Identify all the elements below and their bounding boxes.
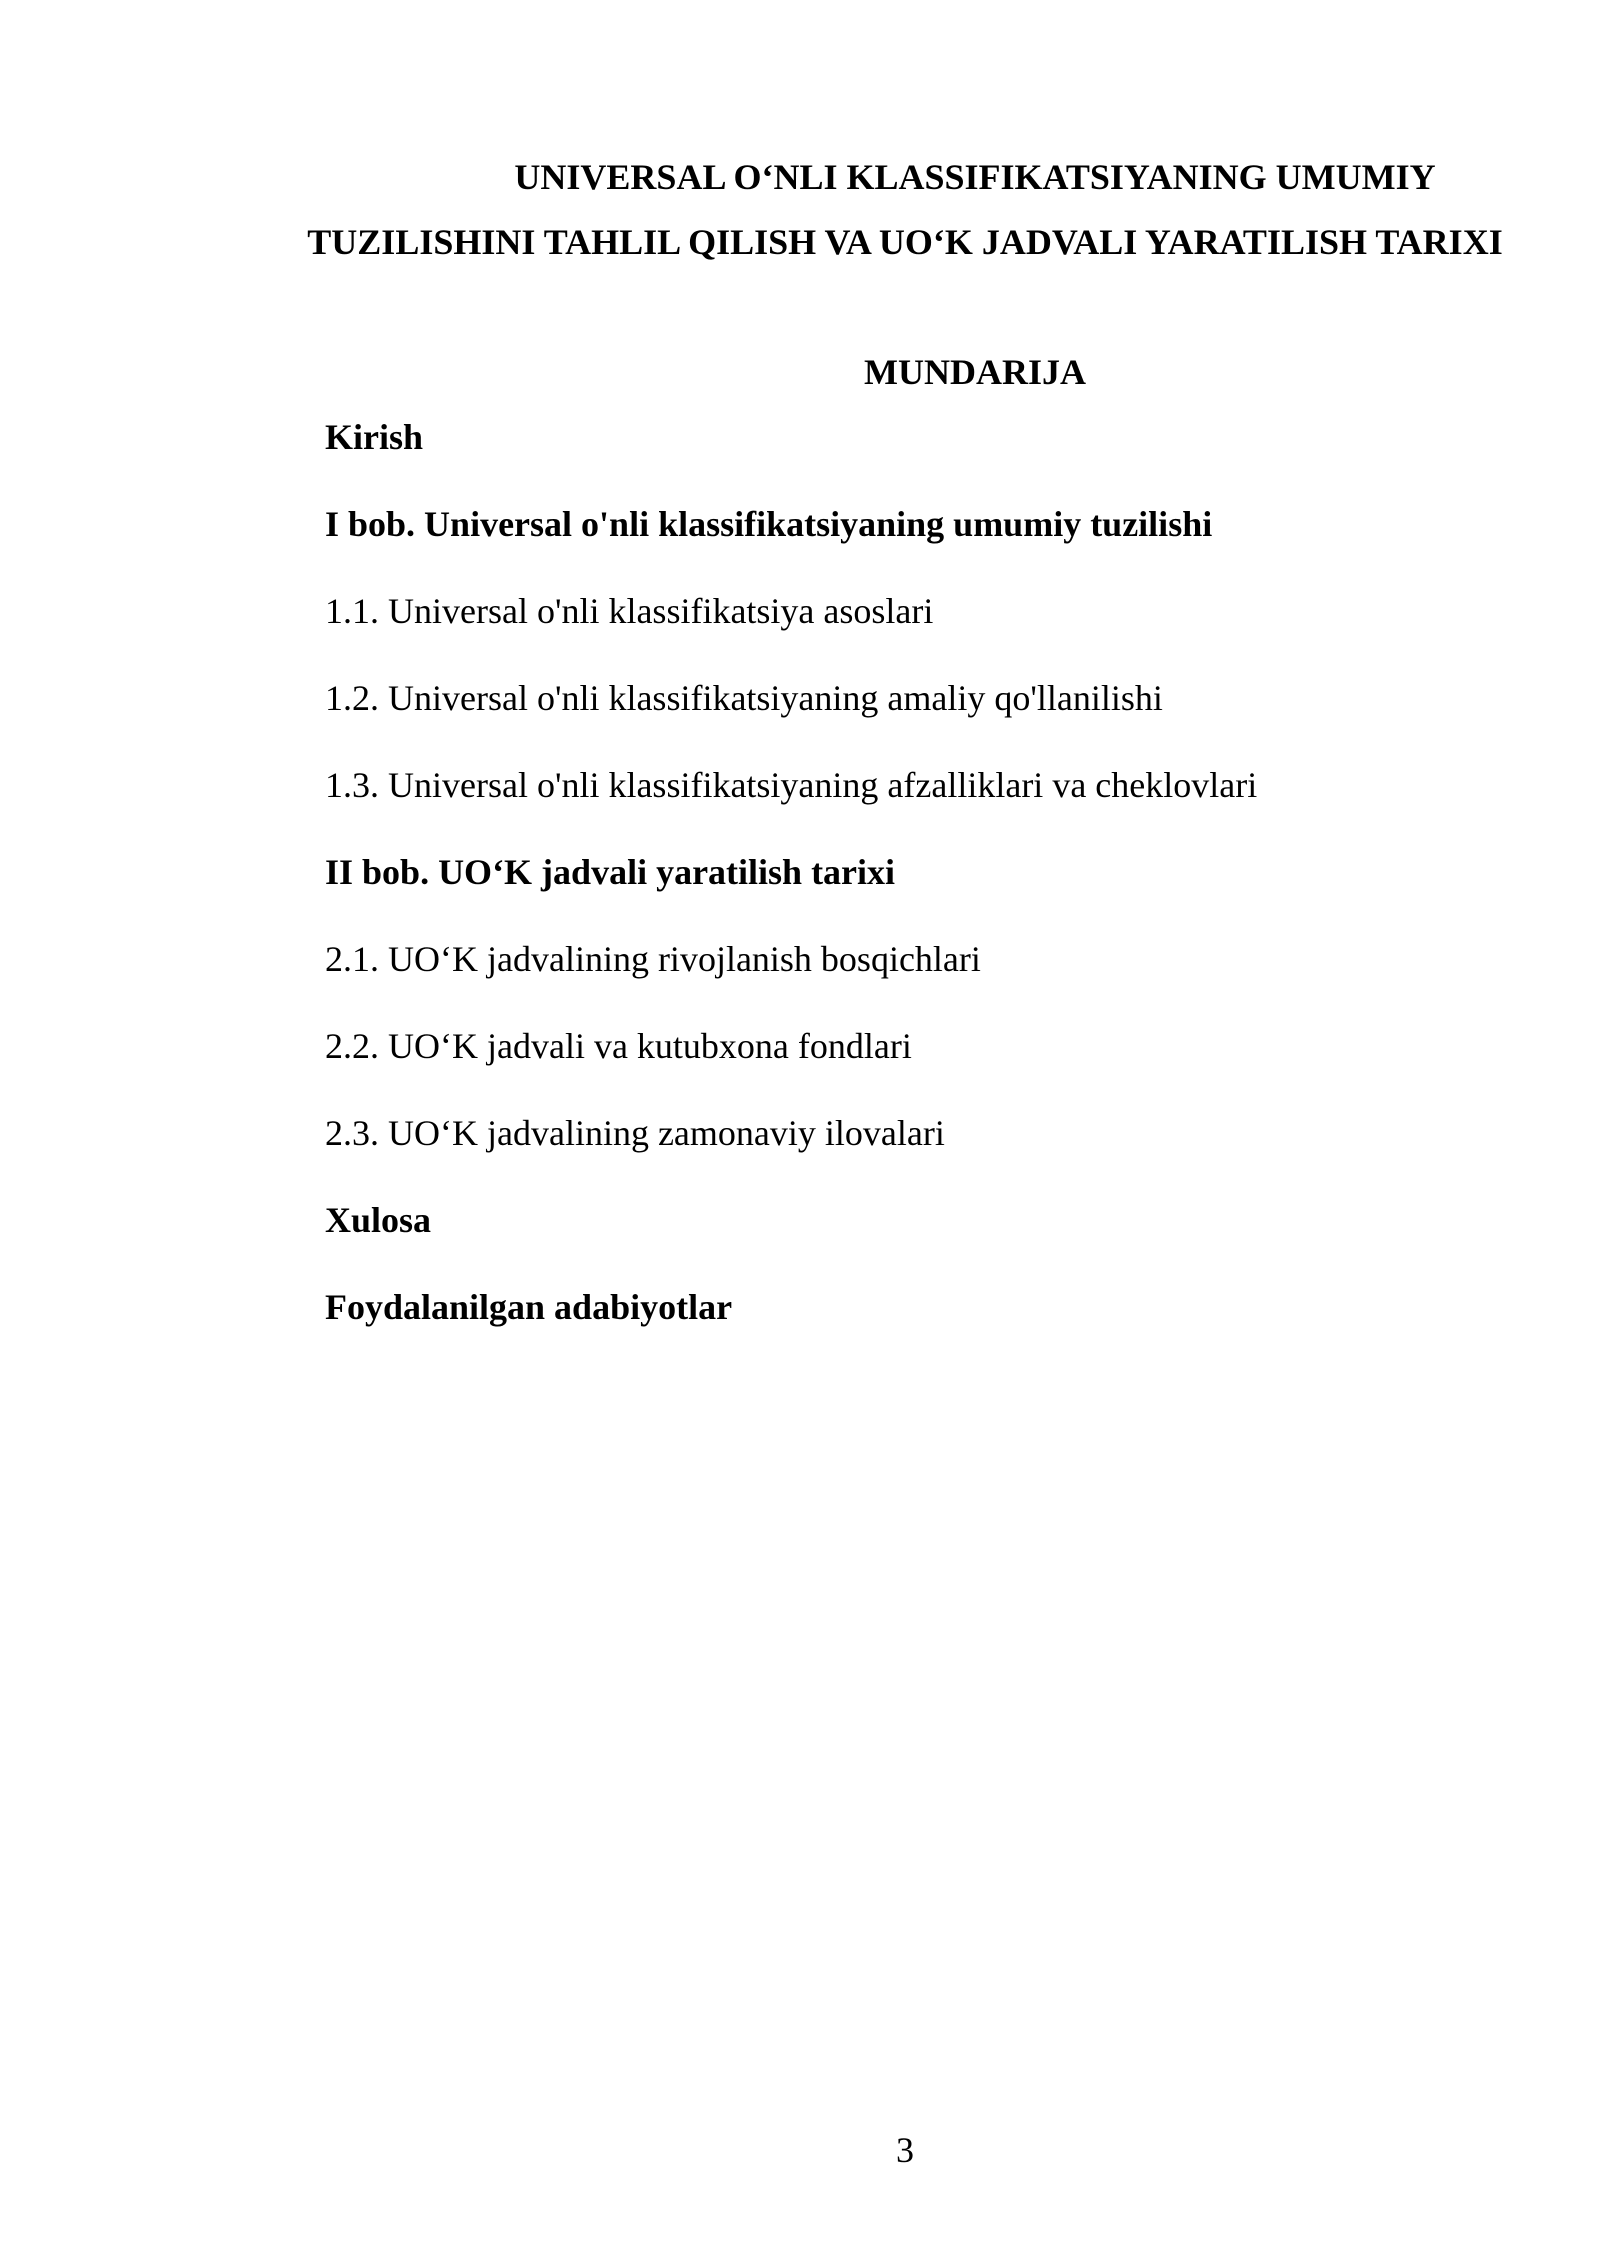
toc-item-chapter-1: I bob. Universal o'nli klassifikatsiyaning umumiy tuzilishi [325, 504, 1213, 544]
toc-item-chapter-2: II bob. UO‘K jadvali yaratilish tarixi [325, 852, 896, 892]
document-title: UNIVERSAL O‘NLI KLASSIFIKATSIYANING UMUMIY TUZILISHINI TAHLIL QILISH VA UO‘K JADVALI YARATILISH TARIXI [307, 157, 1503, 262]
toc-item-section-1-1: 1.1. Universal o'nli klassifikatsiya asoslari [325, 591, 934, 631]
toc-item-section-1-2: 1.2. Universal o'nli klassifikatsiyaning amaliy qo'llanilishi [325, 678, 1163, 718]
page-number: 3 [896, 2130, 914, 2170]
toc-item-references: Foydalanilgan adabiyotlar [325, 1287, 733, 1327]
toc-item-kirish: Kirish [325, 417, 424, 457]
toc-item-section-2-3: 2.3. UO‘K jadvalining zamonaviy ilovalari [325, 1113, 945, 1153]
toc-item-xulosa: Xulosa [325, 1200, 432, 1240]
toc-heading: MUNDARIJA [864, 352, 1086, 392]
toc-item-section-1-3: 1.3. Universal o'nli klassifikatsiyaning afzalliklari va cheklovlari [325, 765, 1258, 805]
toc-item-section-2-1: 2.1. UO‘K jadvalining rivojlanish bosqichlari [325, 939, 981, 979]
table-of-contents [325, 405, 1525, 1362]
toc-item-section-2-2: 2.2. UO‘K jadvali va kutubxona fondlari [325, 1026, 912, 1066]
